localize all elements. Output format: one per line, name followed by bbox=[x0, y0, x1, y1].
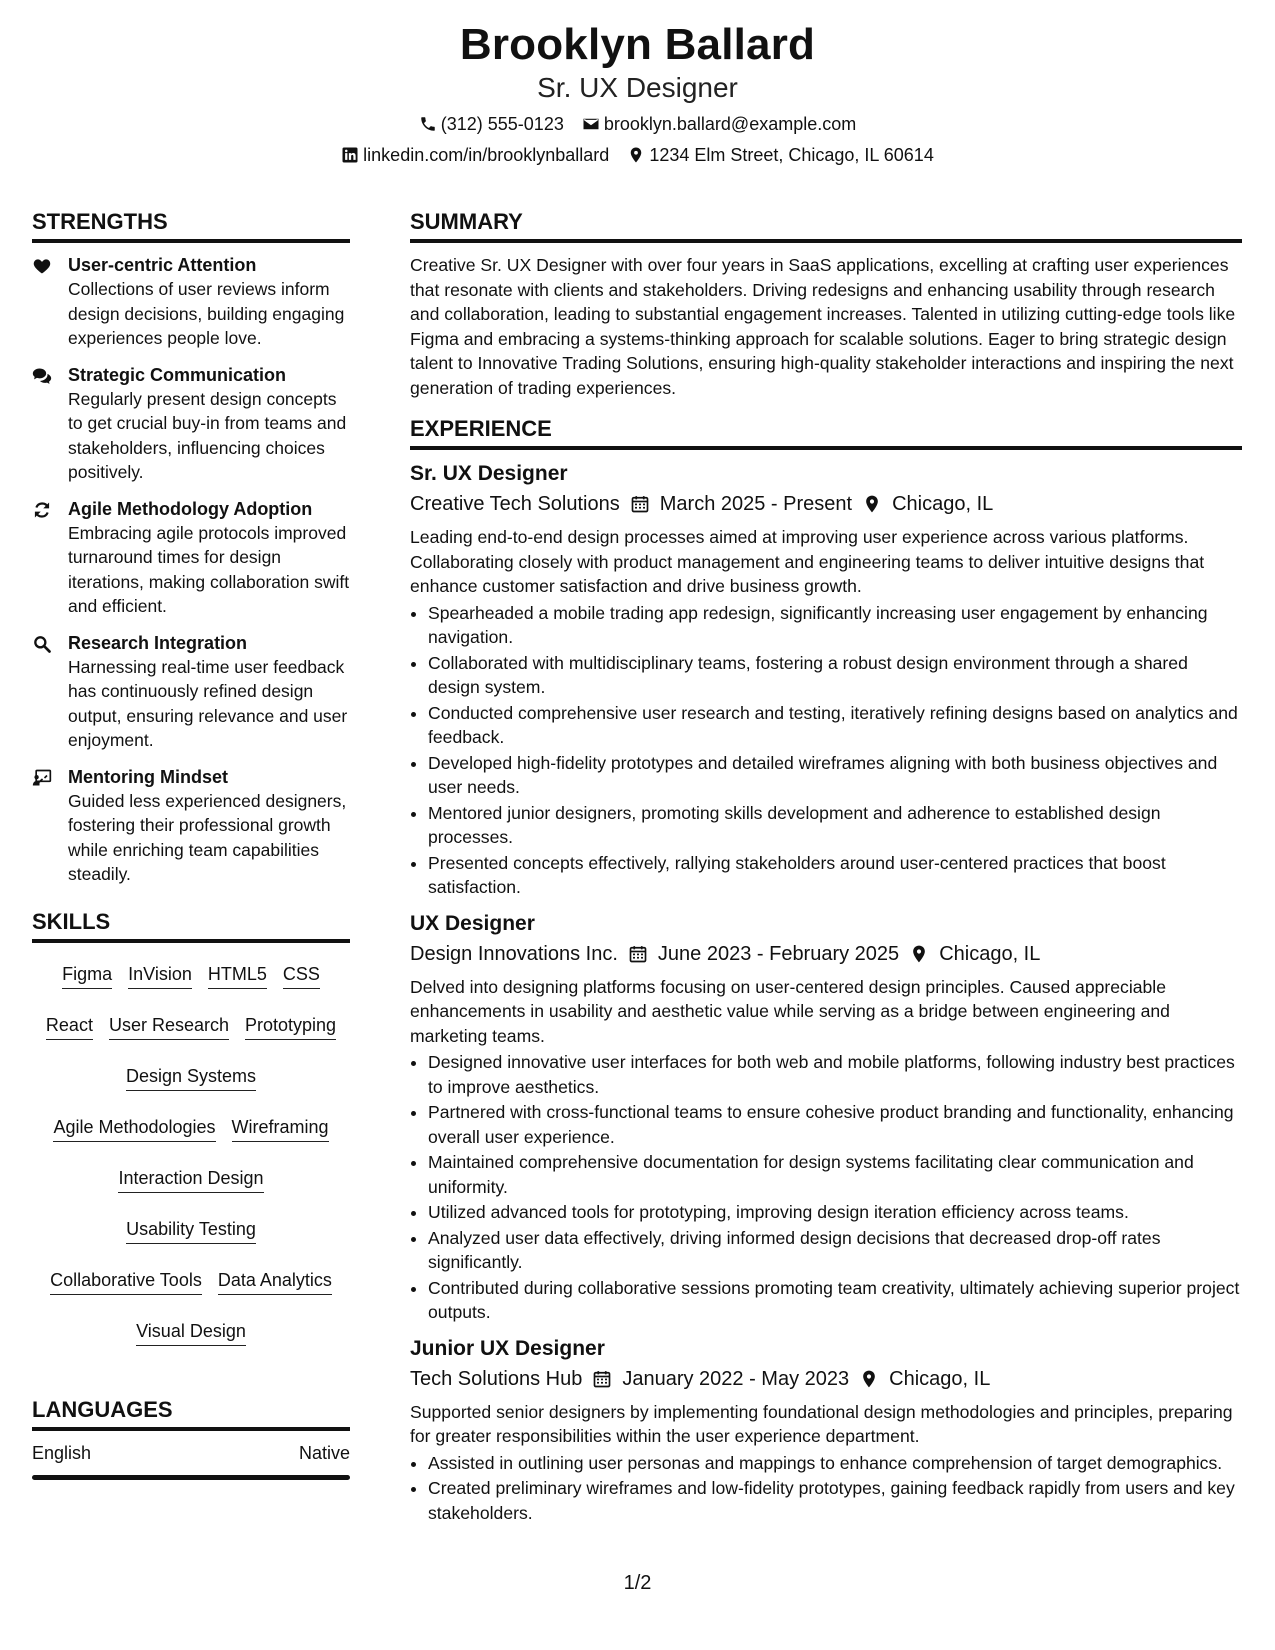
skill-tag: Visual Design bbox=[136, 1312, 246, 1346]
strength-description: Collections of user reviews inform design decisions, building engaging experiences people love. bbox=[68, 279, 345, 348]
job-bullet: • Utilized advanced tools for prototyping, improving design iteration efficiency across teams. bbox=[428, 1200, 1242, 1225]
envelope-icon bbox=[582, 115, 600, 133]
job-entry bbox=[410, 1335, 1242, 1526]
experience-heading: EXPERIENCE bbox=[410, 414, 1242, 450]
strength-description: Guided less experienced designers, fostering their professional growth while enriching team capabilities steadily. bbox=[68, 790, 347, 884]
skill-tag: InVision bbox=[128, 955, 192, 989]
job-bullet: • Presented concepts effectively, rallying stakeholders around user-centered practices that boost satisfaction. bbox=[428, 851, 1242, 900]
skill-tag: Prototyping bbox=[245, 1006, 336, 1040]
job-bullet: • Developed high-fidelity prototypes and detailed wireframes aligning with both business objectives and user needs. bbox=[428, 751, 1242, 800]
strength-description: Regularly present design concepts to get crucial buy-in from teams and stakeholders, influencing choices positively. bbox=[68, 388, 347, 482]
heart-icon bbox=[32, 253, 56, 351]
resume-header bbox=[0, 20, 1275, 166]
map-marker-icon bbox=[627, 146, 645, 164]
linkedin-icon bbox=[341, 146, 359, 164]
right-column bbox=[410, 207, 1242, 1535]
contact-row-1 bbox=[0, 113, 1275, 135]
skills-heading: SKILLS bbox=[32, 907, 350, 943]
job-title: Sr. UX Designer bbox=[410, 462, 568, 485]
skill-tag: CSS bbox=[283, 955, 320, 989]
job-dates: January 2022 - May 2023 bbox=[622, 1367, 850, 1390]
sync-icon bbox=[32, 497, 56, 619]
language-proficiency-bar bbox=[32, 1475, 350, 1480]
skill-tag: Collaborative Tools bbox=[50, 1261, 202, 1295]
linkedin-contact[interactable] bbox=[341, 144, 609, 166]
calendar-icon bbox=[628, 944, 648, 964]
left-column bbox=[32, 207, 350, 1480]
skill-tag: Usability Testing bbox=[126, 1210, 256, 1244]
skills-list bbox=[32, 953, 350, 1355]
languages-heading: LANGUAGES bbox=[32, 1395, 350, 1431]
job-location: Chicago, IL bbox=[889, 1367, 991, 1390]
strength-item bbox=[32, 253, 350, 351]
page-number: 1/2 bbox=[623, 1572, 652, 1594]
strengths-heading: STRENGTHS bbox=[32, 207, 350, 243]
strength-item bbox=[32, 631, 350, 753]
email-text: brooklyn.ballard@example.com bbox=[603, 114, 857, 134]
strength-title: Mentoring Mindset bbox=[68, 766, 228, 787]
job-bullet: • Collaborated with multidisciplinary teams, fostering a robust design environment through a shared design system. bbox=[428, 651, 1242, 700]
job-bullet: • Partnered with cross-functional teams to ensure cohesive product branding and functionality, enhancing overall user experience. bbox=[428, 1100, 1242, 1149]
strength-title: Strategic Communication bbox=[68, 364, 287, 385]
job-bullet: • Conducted comprehensive user research and testing, iteratively refining designs based on analytics and feedback. bbox=[428, 701, 1242, 750]
skill-tag: Design Systems bbox=[126, 1057, 256, 1091]
skill-tag: Interaction Design bbox=[118, 1159, 263, 1193]
skill-tag: Figma bbox=[62, 955, 112, 989]
job-description: Supported senior designers by implementing foundational design methodologies and principles, preparing for greater responsibilities within the user experience department. bbox=[410, 1401, 1233, 1446]
strengths-list bbox=[32, 253, 350, 887]
job-bullets bbox=[410, 1451, 1242, 1526]
strength-title: Agile Methodology Adoption bbox=[68, 498, 313, 519]
job-bullet: • Analyzed user data effectively, driving informed design decisions that decreased drop-off rates significantly. bbox=[428, 1226, 1242, 1275]
linkedin-text: linkedin.com/in/brooklynballard bbox=[363, 145, 610, 165]
job-meta bbox=[410, 941, 1242, 967]
map-marker-icon bbox=[862, 494, 882, 514]
job-entry bbox=[410, 460, 1242, 900]
summary-text: Creative Sr. UX Designer with over four years in SaaS applications, excelling at crafting user experiences that resonate with clients and stakeholders. Driving redesigns and enhancing usability through research and collaboration, leading to substantial engagement increases. Talented in utilizing cutting-edge tools like Figma and embracing a systems-thinking approach for scalable solutions. Eager to bring strategic design talent to Innovative Trading Solutions, ensuring high-quality stakeholder interactions and inspiring the next generation of trading experiences. bbox=[410, 255, 1236, 398]
teacher-icon bbox=[32, 765, 56, 887]
job-company: Tech Solutions Hub bbox=[410, 1367, 583, 1390]
job-title: Junior UX Designer bbox=[410, 1336, 605, 1360]
job-bullets bbox=[410, 601, 1242, 900]
job-bullet: • Created preliminary wireframes and low-fidelity prototypes, gaining feedback rapidly from users and key stakeholders. bbox=[428, 1476, 1242, 1525]
calendar-icon bbox=[630, 494, 650, 514]
language-level: Native bbox=[298, 1442, 350, 1463]
comments-icon bbox=[32, 363, 56, 485]
strength-title: User-centric Attention bbox=[68, 255, 257, 275]
skill-tag: User Research bbox=[109, 1006, 229, 1040]
job-bullets bbox=[410, 1050, 1242, 1325]
summary-heading: SUMMARY bbox=[410, 207, 1242, 243]
job-description: Delved into designing platforms focusing on user-centered design principles. Caused appreciable enhancements in usability and aesthetic value while serving as a bridge between engineering and marketing teams. bbox=[410, 976, 1170, 1046]
phone-contact[interactable] bbox=[419, 113, 564, 135]
strength-description: Harnessing real-time user feedback has continuously refined design output, ensuring relevance and user enjoyment. bbox=[68, 656, 348, 750]
phone-icon bbox=[419, 115, 437, 133]
job-bullet: • Spearheaded a mobile trading app redesign, significantly increasing user engagement by enhancing navigation. bbox=[428, 601, 1242, 650]
contact-row-2 bbox=[0, 144, 1275, 166]
job-bullet: • Designed innovative user interfaces for both web and mobile platforms, following industry best practices to improve aesthetics. bbox=[428, 1050, 1242, 1099]
experience-list bbox=[410, 460, 1242, 1525]
calendar-icon bbox=[592, 1369, 612, 1389]
map-marker-icon bbox=[909, 944, 929, 964]
strength-item bbox=[32, 765, 350, 887]
map-marker-icon bbox=[859, 1369, 879, 1389]
skill-tag: HTML5 bbox=[208, 955, 267, 989]
skill-tag: Agile Methodologies bbox=[53, 1108, 215, 1142]
phone-text: (312) 555-0123 bbox=[440, 114, 564, 134]
candidate-name: Brooklyn Ballard bbox=[459, 20, 816, 69]
skill-tag: Wireframing bbox=[232, 1108, 329, 1142]
job-bullet: • Maintained comprehensive documentation for design systems facilitating clear communication and uniformity. bbox=[428, 1150, 1242, 1199]
strength-item bbox=[32, 497, 350, 619]
job-dates: June 2023 - February 2025 bbox=[657, 942, 900, 965]
job-location: Chicago, IL bbox=[892, 493, 994, 515]
email-contact[interactable] bbox=[582, 113, 856, 135]
strength-item bbox=[32, 363, 350, 485]
job-location: Chicago, IL bbox=[939, 942, 1041, 965]
search-icon bbox=[32, 631, 56, 753]
address-text: 1234 Elm Street, Chicago, IL 60614 bbox=[649, 145, 934, 165]
job-company: Creative Tech Solutions bbox=[410, 493, 620, 515]
job-bullet: • Contributed during collaborative sessions promoting team creativity, ultimately achieving superior project outputs. bbox=[428, 1276, 1242, 1325]
candidate-title: Sr. UX Designer bbox=[537, 72, 738, 103]
strength-title: Research Integration bbox=[68, 632, 248, 653]
job-bullet: • Mentored junior designers, promoting skills development and adherence to established design processes. bbox=[428, 801, 1242, 850]
skill-tag: React bbox=[46, 1006, 93, 1040]
strength-description: Embracing agile protocols improved turnaround times for design iterations, making collaboration swift and efficient. bbox=[68, 522, 350, 616]
job-title: UX Designer bbox=[410, 911, 535, 935]
job-meta bbox=[410, 1366, 1242, 1392]
job-description: Leading end-to-end design processes aimed at improving user experience across various platforms. Collaborating closely with product management and engineering teams to deliver intuitive designs that enhance customer satisfaction and drive business growth. bbox=[410, 527, 1205, 596]
language-row bbox=[32, 1441, 350, 1465]
job-dates: March 2025 - Present bbox=[659, 493, 853, 515]
job-bullet: • Assisted in outlining user personas and mappings to enhance comprehension of target demographics. bbox=[428, 1451, 1242, 1476]
skill-tag: Data Analytics bbox=[218, 1261, 332, 1295]
language-name: English bbox=[32, 1442, 92, 1463]
job-meta bbox=[410, 491, 1242, 517]
job-entry bbox=[410, 910, 1242, 1325]
address-contact bbox=[627, 144, 934, 166]
job-company: Design Innovations Inc. bbox=[410, 942, 618, 965]
